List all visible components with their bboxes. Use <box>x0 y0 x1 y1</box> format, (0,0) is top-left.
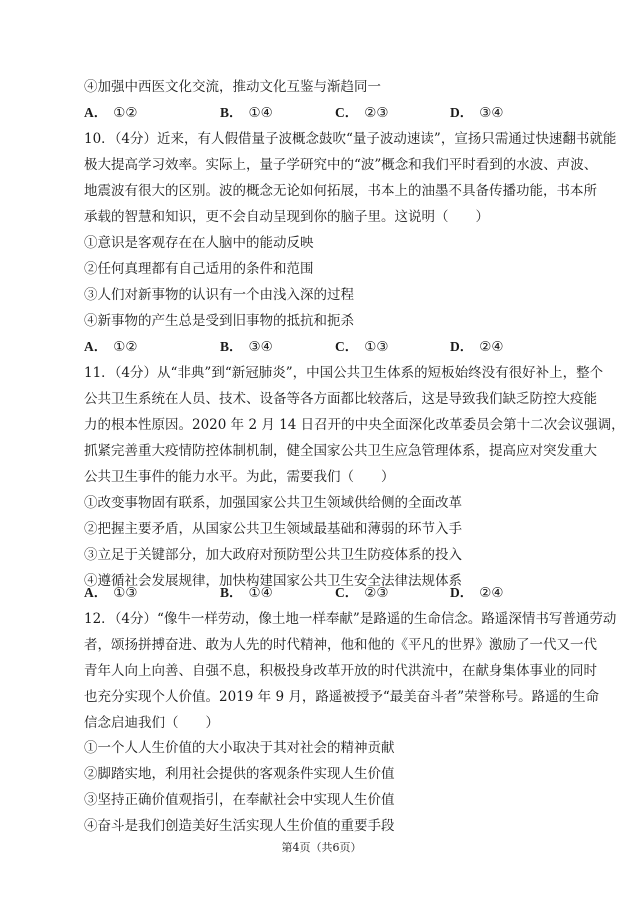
question-12-text: 青年人向上向善、自强不息，积极投身改革开放的时代洪流中，在献身集体事业的同时 <box>84 663 597 679</box>
choice-d: D． ②④ <box>450 585 504 601</box>
question-11-text: 11．（4分）从“非典”到“新冠肺炎”，中国公共卫生体系的短板始终没有很好补上，整个 <box>84 365 604 381</box>
choice-a: A． ①② <box>84 105 138 121</box>
option-line: ④奋斗是我们创造美好生活实现人生价值的重要手段 <box>84 818 395 834</box>
option-line: ①意识是客观存在在人脑中的能动反映 <box>84 235 314 251</box>
option-line: ③坚持正确价值观指引，在奉献社会中实现人生价值 <box>84 792 395 808</box>
question-11-text: 公共卫生事件的能力水平。为此，需要我们（ ） <box>84 469 395 485</box>
option-line: ①一个人人生价值的大小取决于其对社会的精神贡献 <box>84 740 395 756</box>
choice-d: D． ②④ <box>450 339 504 355</box>
answer-choices <box>84 337 564 357</box>
option-line: ②任何真理都有自己适用的条件和范围 <box>84 261 314 277</box>
option-line: ②把握主要矛盾，从国家公共卫生领域最基础和薄弱的环节入手 <box>84 521 462 537</box>
option-line: ①改变事物固有联系，加强国家公共卫生领域供给侧的全面改革 <box>84 495 462 511</box>
question-11-text: 力的根本性原因。2020 年 2 月 14 日召开的中央全面深化改革委员会第十二次会议强调， <box>84 417 625 433</box>
answer-choices <box>84 103 564 123</box>
question-11-text: 抓紧完善重大疫情防控体制机制，健全国家公共卫生应急管理体系，提高应对突发重大 <box>84 443 597 459</box>
choice-c: C． ②③ <box>335 105 389 121</box>
option-line: ④加强中西医文化交流，推动文化互鉴与渐趋同一 <box>84 79 381 95</box>
question-12-text: 信念启迪我们（ ） <box>84 715 219 731</box>
question-12-text: 者，颂扬拼搏奋进、敢为人先的时代精神，他和他的《平凡的世界》激励了一代又一代 <box>84 637 597 653</box>
option-line: ②脚踏实地，利用社会提供的客观条件实现人生价值 <box>84 766 395 782</box>
choice-c: C． ②③ <box>335 585 389 601</box>
choice-b: B． ③④ <box>220 339 273 355</box>
choice-d: D． ③④ <box>450 105 504 121</box>
option-line: ③人们对新事物的认识有一个由浅入深的过程 <box>84 287 354 303</box>
page-footer: 第4页（共6页） <box>281 841 362 854</box>
choice-b: B． ①④ <box>220 585 273 601</box>
question-12-text: 也充分实现个人价值。2019 年 9 月，路遥被授予“最美奋斗者”荣誉称号。路遥的生命 <box>84 689 600 705</box>
question-12-text: 12．（4分）“像牛一样劳动，像土地一样奉献”是路遥的生命信念。路遥深情书写普通劳动 <box>84 611 617 627</box>
question-10-text: 地震波有很大的区别。波的概念无论如何拓展，书本上的油墨不具备传播功能，书本所 <box>84 183 597 199</box>
option-line: ④新事物的产生总是受到旧事物的抵抗和扼杀 <box>84 313 354 329</box>
question-10-text: 承载的智慧和知识，更不会自动呈现到你的脑子里。这说明（ ） <box>84 209 489 225</box>
question-10-text: 10．（4分）近来，有人假借量子波概念鼓吹“量子波动速读”，宣扬只需通过快速翻书就能 <box>84 131 617 147</box>
choice-b: B． ①④ <box>220 105 273 121</box>
choice-c: C． ①③ <box>335 339 389 355</box>
option-line: ④遵循社会发展规律，加快构建国家公共卫生安全法律法规体系 <box>84 573 462 589</box>
answer-choices <box>84 583 564 603</box>
question-10-text: 极大提高学习效率。实际上，量子学研究中的“波”概念和我们平时看到的水波、声波、 <box>84 157 598 173</box>
choice-a: A． ①③ <box>84 585 138 601</box>
choice-a: A． ①② <box>84 339 138 355</box>
question-11-text: 公共卫生系统在人员、技术、设备等各方面都比较落后，这是导致我们缺乏防控大疫能 <box>84 391 597 407</box>
option-line: ③立足于关键部分，加大政府对预防型公共卫生防疫体系的投入 <box>84 547 462 563</box>
